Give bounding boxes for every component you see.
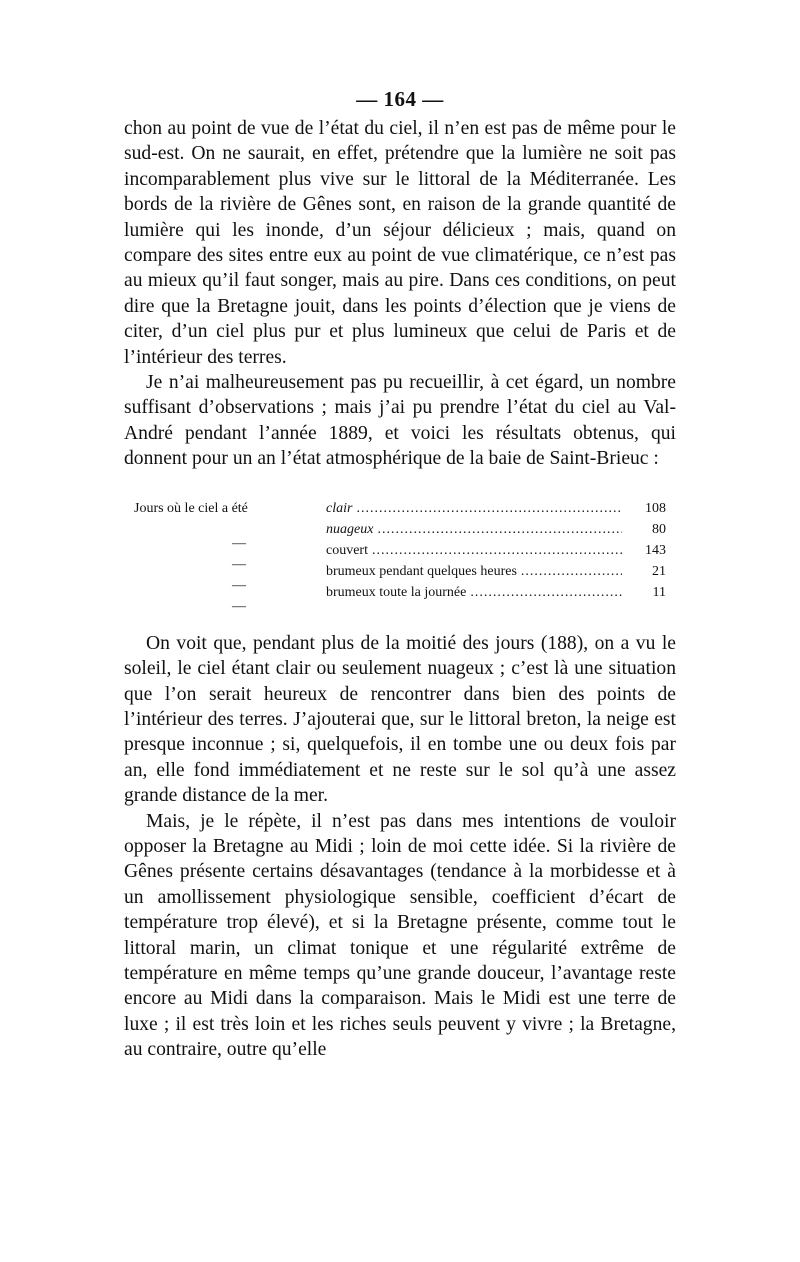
sky-observations-table — [134, 498, 666, 614]
table-row-value: 11 — [652, 584, 666, 600]
paragraph: Je n’ai malheureusement pas pu recueillir, à cet égard, un nombre suffisant d’observations ; mais j’ai pu prendre l’état du ciel au Val-André pendant l’année 1889, et voici les résultats obtenus, qui donnent pour un an l’état atmosphérique de la baie de Saint-Brieuc : — [124, 372, 676, 470]
leader-dots — [377, 519, 622, 540]
table-row-label: nuageux — [326, 521, 374, 537]
paragraph: On voit que, pendant plus de la moitié des jours (188), on a vu le soleil, le ciel étant clair ou seulement nuageux ; c’est là une situation que l’on serait heureux de rencontrer dans bien des points de l’intérieur des terres. J’ajouterai que, sur le littoral breton, la neige est presque inconnue ; si, quelquefois, il en tombe une ou deux fois par an, elle fond immédiatement et ne reste sur le sol qu’à une assez grande distance de la mer. — [124, 632, 676, 807]
paragraph-continued: chon au point de vue de l’état du ciel, il n’en est pas de même pour le sud-est. On ne saurait, en effet, prétendre que la lumière ne soit pas incomparablement plus vive sur le littoral de la Méditerranée. Les bords de la rivière de Gênes sont, en raison de la grande quantité de lumière qui les inonde, d’un séjour délicieux ; mais, quand on compare des sites entre eux au point de vue climatérique, ce n’est pas au mieux qu’il faut songer, mais au pire. Dans ces conditions, on peut dire que la Bretagne jouit, dans les points d’élection que je viens de citer, d’un ciel plus pur et plus lumineux que celui de Paris et de l’intérieur des terres. — [124, 118, 676, 368]
page-number: — 164 — — [356, 87, 444, 111]
leader-dots — [372, 540, 622, 561]
table-row-value: 21 — [652, 563, 666, 579]
leader-dots — [521, 561, 622, 582]
leader-dots — [356, 498, 622, 519]
table-row-value: 143 — [645, 542, 666, 558]
ditto-dash: — — [232, 535, 246, 551]
table-row-value: 108 — [645, 500, 666, 516]
table-row — [134, 498, 666, 519]
ditto-dash: — — [232, 556, 246, 572]
ditto-dash: — — [232, 598, 246, 614]
table-row — [134, 582, 666, 614]
paragraph: Mais, je le répète, il n’est pas dans mes intentions de vouloir opposer la Bretagne au Midi ; loin de moi cette idée. Si la rivière de Gênes présente certains désavantages (tendance à la morbidesse et à un amollissement physiologique sensible, coefficient d’écart de température trop élevé), et si la Bretagne présente, comme tout le littoral marin, un climat tonique et une régularité extrême de température en même temps qu’une grande douceur, l’avantage reste encore au Midi dans la comparaison. Mais le Midi est une terre de luxe ; il est très loin et les riches seuls peuvent y vivre ; la Bretagne, au contraire, outre qu’elle — [124, 810, 676, 1061]
table-row-label: clair — [326, 500, 353, 516]
book-page — [124, 84, 676, 1063]
table-row-value: 80 — [652, 521, 666, 537]
table-row-label: couvert — [326, 542, 368, 558]
table-row-label: brumeux toute la journée — [326, 584, 467, 600]
ditto-dash: — — [232, 577, 246, 593]
table-row-label: brumeux pendant quelques heures — [326, 563, 517, 579]
table-lead-text: Jours où le ciel a été — [134, 500, 248, 516]
leader-dots — [470, 582, 622, 603]
